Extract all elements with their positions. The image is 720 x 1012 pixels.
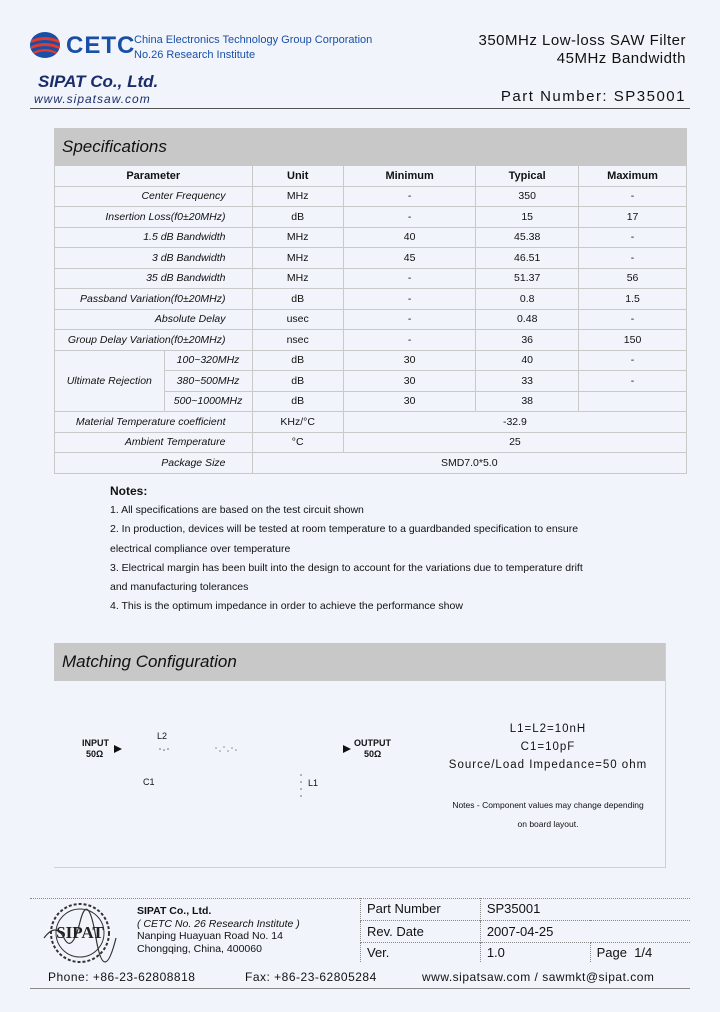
footer-address-block (137, 905, 300, 955)
notes-title: Notes: (110, 484, 148, 498)
min-cell: 30 (343, 371, 475, 392)
unit-cell: dB (252, 207, 343, 228)
page-value: 1/4 (634, 944, 653, 960)
part-number-value: SP35001 (480, 898, 690, 920)
min-cell: 45 (343, 248, 475, 269)
component-values (430, 720, 666, 774)
typ-cell: 15 (476, 207, 579, 228)
footer-phone: Phone: +86-23-62808818 (48, 970, 196, 984)
max-cell: - (579, 248, 687, 269)
typ-cell: 38 (476, 391, 579, 412)
note-line: 3. Electrical margin has been built into the design to account for the variations due to temperature drift (110, 561, 583, 574)
input-arrow-icon (114, 745, 122, 753)
l1-label: L1 (308, 778, 319, 788)
param-cell: Material Temperature coefficient (55, 412, 253, 433)
sipat-seal-logo (34, 902, 126, 964)
param-cell: Group Delay Variation(f0±20MHz) (55, 330, 253, 351)
col-minimum: Minimum (343, 166, 475, 187)
output-arrow-icon (343, 745, 351, 753)
max-cell: - (579, 350, 687, 371)
impedance-value: Source/Load Impedance=50 ohm (448, 759, 648, 771)
typ-cell: 0.48 (476, 309, 579, 330)
table-row (55, 227, 687, 248)
cetc-logo-icon (28, 30, 62, 60)
page-indicator (590, 942, 690, 962)
note-line: 2. In production, devices will be tested at room temperature to a guardbanded specification to ensure (110, 523, 579, 536)
table-row (361, 942, 691, 962)
param-cell: Passband Variation(f0±20MHz) (55, 289, 253, 310)
cetc-brand: CETC (66, 32, 136, 59)
typ-cell: 40 (476, 350, 579, 371)
org-line-1: China Electronics Technology Group Corporation (134, 34, 373, 46)
page-label: Page (596, 944, 627, 960)
typ-cell: 33 (476, 371, 579, 392)
typ-cell: 46.51 (476, 248, 579, 269)
min-cell: - (343, 309, 475, 330)
version-value: 1.0 (480, 942, 590, 962)
company-website[interactable]: www.sipatsaw.com (34, 92, 151, 106)
table-row (361, 920, 691, 942)
max-cell: - (579, 227, 687, 248)
param-cell: 3 dB Bandwidth (55, 248, 253, 269)
footer-institute: ( CETC No. 26 Research Institute ) (137, 917, 300, 930)
table-row (55, 350, 687, 371)
seal-text: SIPAT (56, 923, 104, 942)
min-cell: - (343, 207, 475, 228)
table-row (55, 207, 687, 228)
table-row (55, 330, 687, 351)
c1-label: C1 (143, 777, 155, 787)
matching-note-line-2: on board layout. (517, 819, 579, 829)
footer-address-2: Chongqing, China, 400060 (137, 942, 262, 955)
rev-date-label: Rev. Date (361, 920, 481, 942)
value-cell: SMD7.0*5.0 (252, 453, 687, 474)
col-maximum: Maximum (579, 166, 687, 187)
spec-header-row (55, 166, 687, 187)
max-cell: 56 (579, 268, 687, 289)
part-number-label: Part Number (361, 898, 481, 920)
unit-cell: nsec (252, 330, 343, 351)
col-typical: Typical (476, 166, 579, 187)
product-title-line-1: 350MHz Low-loss SAW Filter (478, 32, 686, 49)
param-cell: 35 dB Bandwidth (55, 268, 253, 289)
product-title (479, 32, 687, 68)
unit-cell: usec (252, 309, 343, 330)
col-unit: Unit (252, 166, 343, 187)
param-cell: 1.5 dB Bandwidth (55, 227, 253, 248)
max-cell: - (579, 371, 687, 392)
document-info-table (360, 898, 690, 962)
min-cell: 30 (343, 350, 475, 371)
min-cell: - (343, 289, 475, 310)
param-cell: Absolute Delay (55, 309, 253, 330)
table-row (55, 309, 687, 330)
min-cell: 40 (343, 227, 475, 248)
typ-cell: 350 (476, 186, 579, 207)
capacitor-value: C1=10pF (520, 741, 576, 753)
rejection-range: 380~500MHz (164, 371, 252, 392)
max-cell: - (579, 309, 687, 330)
output-label: OUTPUT (354, 738, 391, 748)
note-line: 1. All specifications are based on the test circuit shown (110, 504, 364, 517)
typ-cell: 36 (476, 330, 579, 351)
min-cell: - (343, 330, 475, 351)
unit-cell: dB (252, 391, 343, 412)
spec-table (54, 165, 687, 474)
rejection-range: 100~320MHz (164, 350, 252, 371)
input-impedance: 50Ω (86, 749, 104, 759)
l2-label: L2 (157, 731, 168, 741)
rev-date-value: 2007-04-25 (480, 920, 690, 942)
max-cell: 150 (579, 330, 687, 351)
table-row (361, 898, 691, 920)
unit-cell: MHz (252, 268, 343, 289)
table-row (55, 289, 687, 310)
col-parameter: Parameter (55, 166, 253, 187)
company-name: SIPAT Co., Ltd. (38, 72, 159, 91)
table-row (55, 432, 687, 453)
table-row (55, 248, 687, 269)
typ-cell: 45.38 (476, 227, 579, 248)
param-cell: Ambient Temperature (55, 432, 253, 453)
max-cell: 1.5 (579, 289, 687, 310)
unit-cell: MHz (252, 186, 343, 207)
typ-cell: 0.8 (476, 289, 579, 310)
max-cell (579, 391, 687, 412)
product-title-line-2: 45MHz Bandwidth (556, 50, 686, 67)
inductor-values: L1=L2=10nH (509, 723, 587, 735)
footer-web-email[interactable]: www.sipatsaw.com / sawmkt@sipat.com (422, 970, 655, 984)
output-impedance: 50Ω (364, 749, 382, 759)
unit-cell: KHz/°C (252, 412, 343, 433)
table-row (55, 186, 687, 207)
unit-cell: dB (252, 289, 343, 310)
table-row (55, 412, 687, 433)
value-cell: 25 (343, 432, 686, 453)
footer-fax: Fax: +86-23-62805284 (245, 970, 377, 984)
matching-note-line-1: Notes - Component values may change depending (452, 800, 644, 810)
notes-block (110, 482, 583, 616)
min-cell: - (343, 268, 475, 289)
org-name (134, 33, 372, 63)
param-cell: Package Size (55, 453, 253, 474)
table-row (55, 453, 687, 474)
param-cell: Center Frequency (55, 186, 253, 207)
input-label: INPUT (82, 738, 109, 748)
specifications-header: Specifications (54, 128, 687, 166)
note-line: 4. This is the optimum impedance in order to achieve the performance show (110, 600, 463, 613)
l2-inductor-icon (150, 742, 250, 756)
note-line: electrical compliance over temperature (110, 542, 291, 555)
matching-header: Matching Configuration (54, 643, 665, 681)
max-cell: 17 (579, 207, 687, 228)
rejection-range: 500~1000MHz (164, 391, 252, 412)
note-line: and manufacturing tolerances (110, 581, 249, 594)
footer-address-1: Nanping Huayuan Road No. 14 (137, 930, 283, 942)
value-cell: -32.9 (343, 412, 686, 433)
unit-cell: MHz (252, 227, 343, 248)
org-line-2: No.26 Research Institute (134, 49, 256, 61)
unit-cell: °C (252, 432, 343, 453)
l1-inductor-icon (298, 772, 304, 800)
rejection-label: Ultimate Rejection (55, 350, 165, 412)
min-cell: - (343, 186, 475, 207)
typ-cell: 51.37 (476, 268, 579, 289)
unit-cell: dB (252, 371, 343, 392)
footer-company: SIPAT Co., Ltd. (137, 905, 212, 917)
footer-divider (30, 988, 690, 989)
part-number-heading: Part Number: SP35001 (500, 88, 686, 105)
unit-cell: dB (252, 350, 343, 371)
max-cell: - (579, 186, 687, 207)
matching-note (430, 796, 666, 834)
table-row (55, 268, 687, 289)
header-divider (30, 108, 690, 109)
unit-cell: MHz (252, 248, 343, 269)
param-cell: Insertion Loss(f0±20MHz) (55, 207, 253, 228)
min-cell: 30 (343, 391, 475, 412)
version-label: Ver. (361, 942, 481, 962)
